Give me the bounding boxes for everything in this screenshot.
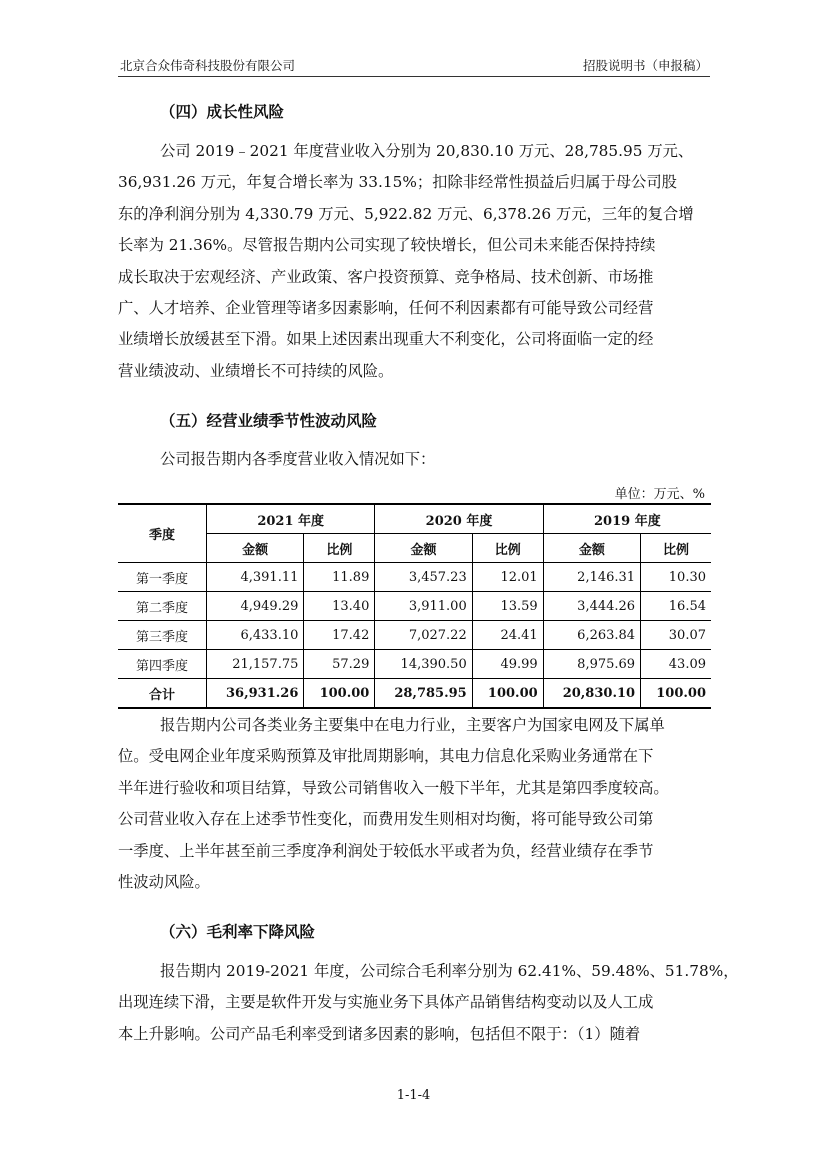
cell-value: 4,949.29	[207, 592, 304, 621]
col-ratio: 比例	[641, 534, 711, 563]
section5-heading: （五）经营业绩季节性波动风险	[160, 412, 378, 430]
section6-heading: （六）毛利率下降风险	[160, 923, 316, 941]
cell-value: 100.00	[641, 679, 711, 709]
page-number: 1-1-4	[396, 1088, 431, 1103]
paragraph-line: 业绩增长放缓甚至下滑。如果上述因素出现重大不利变化，公司将面临一定的经	[118, 330, 654, 349]
paragraph-line: 36,931.26 万元，年复合增长率为 33.15%；扣除非经常性损益后归属于母公司股	[118, 173, 677, 192]
cell-value: 100.00	[472, 679, 543, 709]
cell-value: 49.99	[472, 650, 543, 679]
paragraph-line: 公司报告期内各季度营业收入情况如下：	[160, 450, 436, 468]
table-total-row	[118, 679, 711, 709]
cell-value: 8,975.69	[543, 650, 640, 679]
col-year-2020: 2020 年度	[375, 504, 543, 534]
cell-value: 100.00	[304, 679, 375, 709]
cell-quarter: 第一季度	[118, 563, 207, 592]
paragraph-line: 广、人才培养、企业管理等诸多因素影响，任何不利因素都有可能导致公司经营	[118, 298, 654, 317]
table-row	[118, 592, 711, 621]
paragraph-line: 公司 2019﹣2021 年度营业收入分别为 20,830.10 万元、28,785.95 万元、	[160, 142, 694, 160]
cell-value: 13.59	[472, 592, 543, 621]
paragraph-line: 公司营业收入存在上述季节性变化，而费用发生则相对均衡，将可能导致公司第	[118, 810, 654, 829]
cell-quarter: 第三季度	[118, 621, 207, 650]
paragraph-line: 性波动风险。	[118, 872, 210, 891]
cell-value: 6,433.10	[207, 621, 304, 650]
cell-total-label: 合计	[118, 679, 207, 709]
paragraph-line: 成长取决于宏观经济、产业政策、客户投资预算、竞争格局、技术创新、市场推	[118, 267, 654, 286]
quarterly-revenue-table	[118, 503, 711, 709]
cell-value: 20,830.10	[543, 679, 640, 709]
col-quarter: 季度	[118, 504, 207, 563]
cell-value: 17.42	[304, 621, 375, 650]
page-header	[118, 52, 710, 77]
col-year-2019: 2019 年度	[543, 504, 711, 534]
col-amount: 金额	[207, 534, 304, 563]
col-ratio: 比例	[472, 534, 543, 563]
paragraph-line: 营业绩波动、业绩增长不可持续的风险。	[118, 361, 394, 380]
cell-value: 36,931.26	[207, 679, 304, 709]
table-row	[118, 650, 711, 679]
cell-value: 57.29	[304, 650, 375, 679]
section5-intro	[118, 444, 712, 475]
cell-quarter: 第二季度	[118, 592, 207, 621]
cell-value: 2,146.31	[543, 563, 640, 592]
cell-value: 10.30	[641, 563, 711, 592]
paragraph-line: 半年进行验收和项目结算，导致公司销售收入一般下半年，尤其是第四季度较高。	[118, 778, 669, 797]
cell-value: 11.89	[304, 563, 375, 592]
section5-paragraph	[118, 710, 712, 898]
paragraph-line: 东的净利润分别为 4,330.79 万元、5,922.82 万元、6,378.26 万元，三年的复合增	[118, 204, 694, 223]
cell-value: 12.01	[472, 563, 543, 592]
header-company: 北京合众伟奇科技股份有限公司	[120, 58, 296, 73]
table-header-row	[118, 504, 711, 534]
table-subheader-row	[118, 534, 711, 563]
cell-value: 16.54	[641, 592, 711, 621]
table-row	[118, 621, 711, 650]
section4-heading: （四）成长性风险	[160, 103, 285, 121]
header-doc-type: 招股说明书（申报稿）	[582, 58, 708, 73]
cell-value: 13.40	[304, 592, 375, 621]
cell-value: 3,444.26	[543, 592, 640, 621]
paragraph-line: 出现连续下滑，主要是软件开发与实施业务下具体产品销售结构变动以及人工成	[118, 993, 654, 1012]
col-year-2021: 2021 年度	[207, 504, 375, 534]
paragraph-line: 长率为 21.36%。尽管报告期内公司实现了较快增长，但公司未来能否保持持续	[118, 236, 656, 255]
cell-value: 6,263.84	[543, 621, 640, 650]
cell-value: 7,027.22	[375, 621, 472, 650]
cell-value: 4,391.11	[207, 563, 304, 592]
section6-paragraph	[118, 956, 739, 1050]
cell-value: 43.09	[641, 650, 711, 679]
cell-quarter: 第四季度	[118, 650, 207, 679]
cell-value: 24.41	[472, 621, 543, 650]
cell-value: 28,785.95	[375, 679, 472, 709]
paragraph-line: 一季度、上半年甚至前三季度净利润处于较低水平或者为负，经营业绩存在季节	[118, 841, 654, 860]
cell-value: 14,390.50	[375, 650, 472, 679]
paragraph-line: 报告期内 2019-2021 年度，公司综合毛利率分别为 62.41%、59.48%、51.78%，	[160, 962, 739, 980]
paragraph-line: 位。受电网企业年度采购预算及审批周期影响，其电力信息化采购业务通常在下	[118, 747, 654, 766]
table-row	[118, 563, 711, 592]
paragraph-line: 本上升影响。公司产品毛利率受到诸多因素的影响，包括但不限于：（1）随着	[118, 1024, 641, 1043]
cell-value: 21,157.75	[207, 650, 304, 679]
col-amount: 金额	[543, 534, 640, 563]
col-ratio: 比例	[304, 534, 375, 563]
section4-paragraph	[118, 136, 712, 387]
cell-value: 3,911.00	[375, 592, 472, 621]
table-unit-label: 单位：万元、%	[614, 487, 705, 502]
cell-value: 3,457.23	[375, 563, 472, 592]
paragraph-line: 报告期内公司各类业务主要集中在电力行业，主要客户为国家电网及下属单	[160, 716, 665, 734]
cell-value: 30.07	[641, 621, 711, 650]
col-amount: 金额	[375, 534, 472, 563]
